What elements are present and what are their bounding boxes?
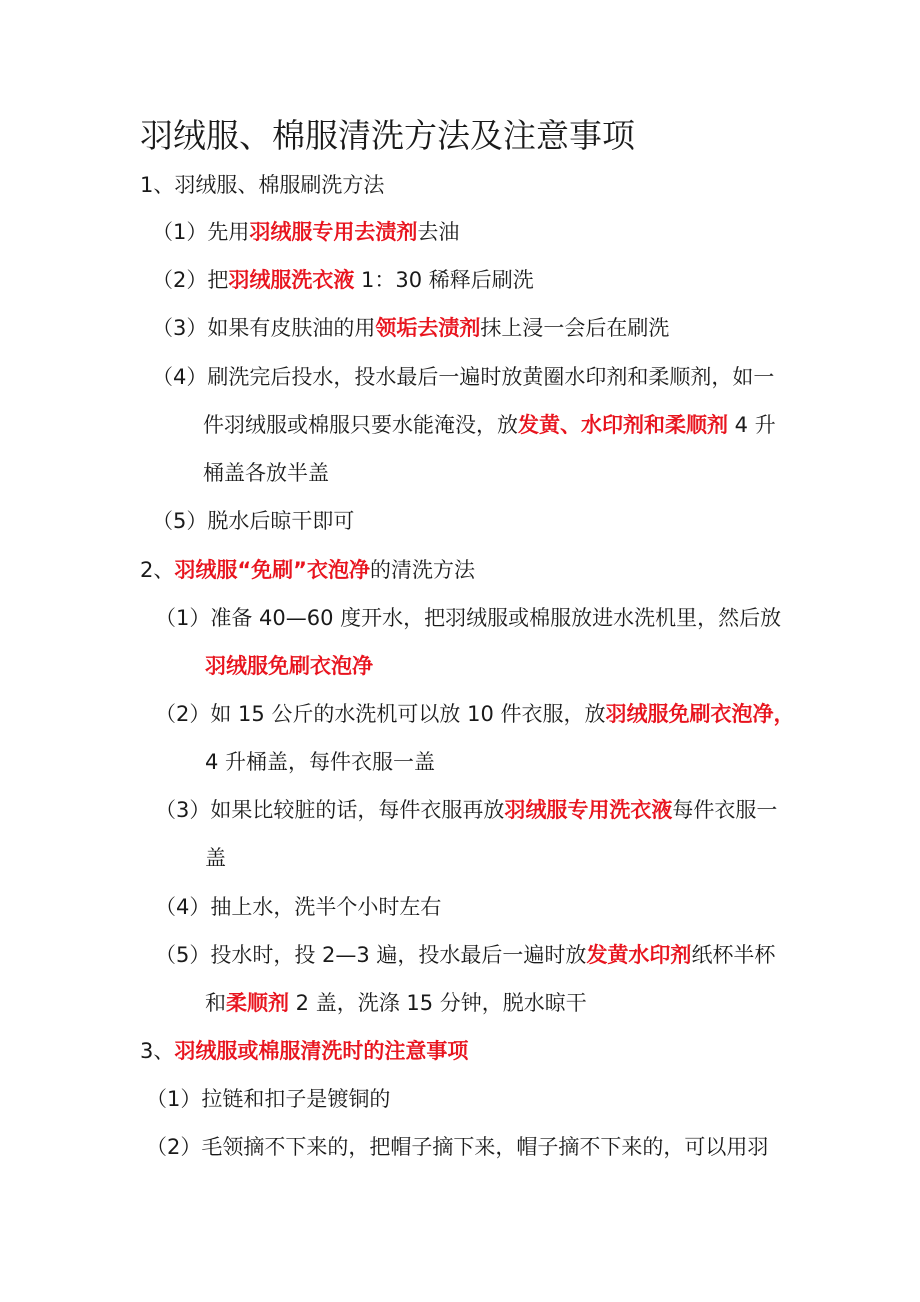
text-run: （1）准备 40—60 度开水，把羽绒服或棉服放进水洗机里，然后放: [155, 606, 782, 630]
list-item: [146, 1132, 768, 1162]
highlighted-text: 羽绒服专用洗衣液: [504, 798, 673, 822]
text-run: 和: [205, 991, 226, 1015]
list-item: [203, 410, 776, 440]
highlighted-text: 发黄水印剂: [586, 943, 692, 967]
highlighted-text: 羽绒服洗衣液: [228, 268, 355, 292]
list-item: [155, 940, 775, 970]
list-item: [146, 1084, 390, 1114]
list-item: [205, 651, 373, 681]
text-run: 纸杯半杯: [691, 943, 776, 967]
highlighted-text: 领垢去渍剂: [375, 316, 481, 340]
highlighted-text: 柔顺剂: [226, 991, 289, 1015]
list-item: [152, 362, 774, 392]
text-run: 每件衣服一: [672, 798, 778, 822]
highlighted-text: 羽绒服专用去渍剂: [249, 220, 418, 244]
list-item: [205, 843, 226, 873]
section-heading: [140, 555, 475, 585]
highlighted-text: 羽绒服“免刷”衣泡净: [174, 558, 370, 582]
list-item: [205, 747, 435, 777]
text-run: 3、: [140, 1039, 175, 1063]
text-run: （3）如果比较脏的话，每件衣服再放: [155, 798, 505, 822]
list-item: [155, 892, 441, 922]
text-run: （4）刷洗完后投水，投水最后一遍时放黄圈水印剂和柔顺剂，如一: [152, 365, 775, 389]
highlighted-text: 羽绒服或棉服清洗时的注意事项: [174, 1039, 469, 1063]
text-run: 抹上浸一会后在刷洗: [480, 316, 670, 340]
text-run: （5）投水时，投 2—3 遍，投水最后一遍时放: [155, 943, 587, 967]
text-run: （5）脱水后晾干即可: [152, 509, 355, 533]
list-item: [152, 265, 534, 295]
list-item: [205, 988, 587, 1018]
section-heading: [140, 1036, 468, 1066]
text-run: （3）如果有皮肤油的用: [152, 316, 376, 340]
text-run: 盖: [205, 846, 226, 870]
text-run: （1）先用: [152, 220, 250, 244]
list-item: [155, 795, 777, 825]
list-item: [155, 699, 795, 729]
section-heading: [140, 170, 384, 200]
text-run: （1）拉链和扣子是镀铜的: [146, 1087, 391, 1111]
text-run: 件羽绒服或棉服只要水能淹没，放: [203, 413, 518, 437]
text-run: 2 盖，洗涤 15 分钟，脱水晾干: [289, 991, 587, 1015]
text-run: 的清洗方法: [369, 558, 475, 582]
text-run: 4 升: [728, 413, 776, 437]
text-run: （2）毛领摘不下来的，把帽子摘下来，帽子摘不下来的，可以用羽: [146, 1135, 769, 1159]
text-run: 1、羽绒服、棉服刷洗方法: [140, 173, 385, 197]
list-item: [203, 458, 329, 488]
highlighted-text: 发黄、水印剂和柔顺剂: [518, 413, 728, 437]
document-title: 羽绒服、棉服清洗方法及注意事项: [140, 116, 635, 155]
highlighted-text: 羽绒服免刷衣泡净，: [605, 702, 795, 726]
text-run: 4 升桶盖，每件衣服一盖: [205, 750, 436, 774]
list-item: [152, 217, 459, 247]
text-run: （2）如 15 公斤的水洗机可以放 10 件衣服，放: [155, 702, 606, 726]
text-run: 去油: [417, 220, 460, 244]
list-item: [155, 603, 781, 633]
text-run: 2、: [140, 558, 175, 582]
text-run: （4）抽上水，洗半个小时左右: [155, 895, 442, 919]
text-run: 桶盖各放半盖: [203, 461, 329, 485]
highlighted-text: 羽绒服免刷衣泡净: [205, 654, 373, 678]
text-run: 1：30 稀释后刷洗: [354, 268, 534, 292]
list-item: [152, 313, 669, 343]
list-item: [152, 506, 354, 536]
text-run: （2）把: [152, 268, 229, 292]
